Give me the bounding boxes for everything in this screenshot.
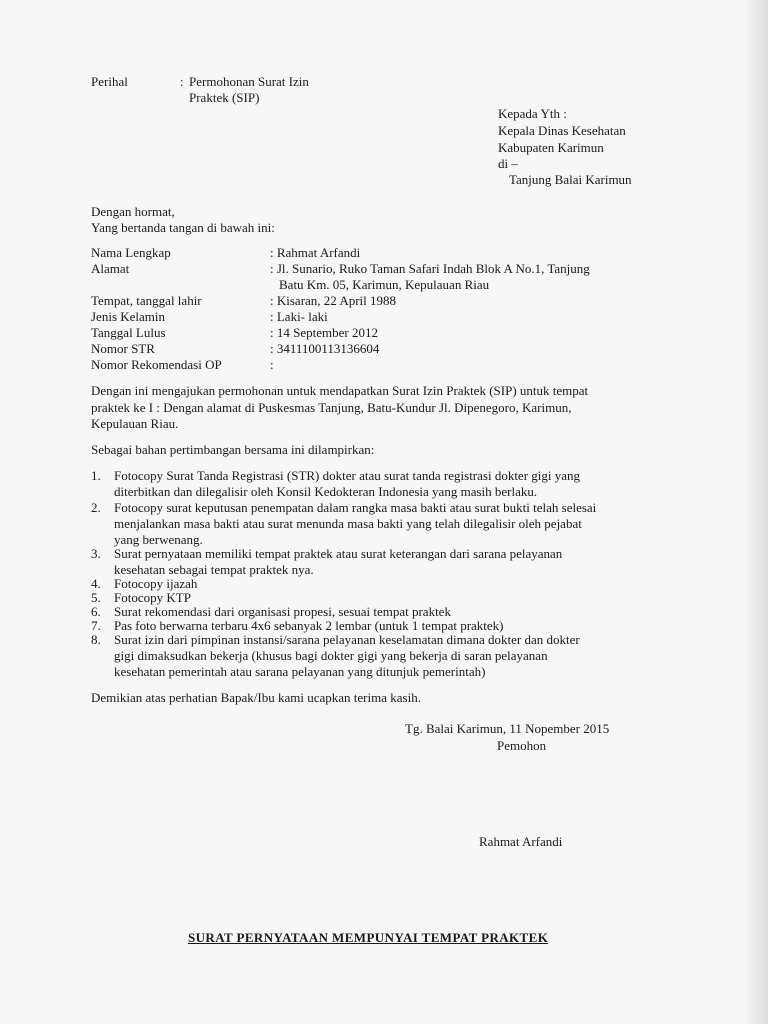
list-item-line: diterbitkan dan dilegalisir oleh Konsil Kedokteran Indonesia yang masih berlaku. [114,484,538,499]
list-item-line: Fotocopy KTP [114,590,191,605]
identity-label: Nama Lengkap [91,245,171,260]
list-item-line: Surat rekomendasi dari organisasi propesi, sesuai tempat praktek [114,604,451,619]
list-item-line: kesehatan sebagai tempat praktek nya. [114,562,314,577]
list-item-line: yang berwenang. [114,532,203,547]
identity-value: : [270,357,274,372]
list-number: 3. [91,546,101,561]
identity-value: : 14 September 2012 [270,325,378,340]
list-item-line: Fotocopy Surat Tanda Registrasi (STR) dokter atau surat tanda registrasi dokter gigi yang [114,468,581,483]
list-number: 2. [91,500,101,515]
list-number: 8. [91,632,101,647]
list-number: 5. [91,590,101,605]
list-number: 1. [91,468,101,483]
list-number: 7. [91,618,101,633]
recipient-line: di – [498,156,518,171]
identity-label: Nomor STR [91,341,155,356]
list-item-line: Surat izin dari pimpinan instansi/sarana pelayanan keselamatan dimana dokter dan dokter [114,632,580,647]
identity-value: : Rahmat Arfandi [270,245,361,260]
identity-value: : Jl. Sunario, Ruko Taman Safari Indah Blok A No.1, Tanjung [270,261,590,276]
list-item-line: Fotocopy ijazah [114,576,198,591]
perihal-label: Perihal [91,74,128,89]
recipient-line: Kabupaten Karimun [498,140,604,155]
list-item-line: Fotocopy surat keputusan penempatan dalam rangka masa bakti atau surat bukti telah selesai [114,500,597,515]
recipient-line: Tanjung Balai Karimun [509,172,632,187]
request-line: Kepulauan Riau. [91,416,179,431]
identity-label: Jenis Kelamin [91,309,166,324]
list-item-line: menjalankan masa bakti atau surat menunda masa bakti yang telah dilegalisir oleh pejabat [114,516,582,531]
list-item-line: kesehatan pemerintah atau sarana pelayanan yang ditunjuk pemerintah) [114,664,486,679]
signer-role: Pemohon [497,738,547,753]
perihal-value-line2: Praktek (SIP) [189,90,260,105]
identity-label: Alamat [91,261,130,276]
identity-value: : Laki- laki [270,309,328,324]
signer-name: Rahmat Arfandi [479,834,563,849]
identity-value: : Kisaran, 22 April 1988 [270,293,397,308]
intro-line: Yang bertanda tangan di bawah ini: [91,220,275,235]
closing-line: Demikian atas perhatian Bapak/Ibu kami ucapkan terima kasih. [91,690,421,705]
identity-label: Tanggal Lulus [91,325,166,340]
perihal-colon: : [180,74,184,89]
perihal-value-line1: Permohonan Surat Izin [189,74,309,89]
list-item-line: Surat pernyataan memiliki tempat praktek atau surat keterangan dari sarana pelayanan [114,546,563,561]
identity-label: Tempat, tanggal lahir [91,293,202,308]
identity-label: Nomor Rekomendasi OP [91,357,222,372]
request-line: Dengan ini mengajukan permohonan untuk mendapatkan Surat Izin Praktek (SIP) untuk tempat [91,383,589,398]
attachments-intro: Sebagai bahan pertimbangan bersama ini dilampirkan: [91,442,375,457]
place-date: Tg. Balai Karimun, 11 Nopember 2015 [405,721,610,736]
list-item-line: Pas foto berwarna terbaru 4x6 sebanyak 2 lembar (untuk 1 tempat praktek) [114,618,504,633]
list-number: 4. [91,576,101,591]
identity-value: : 3411100113136604 [270,341,380,356]
page-edge-shadow [742,0,768,1024]
next-document-title: SURAT PERNYATAAN MEMPUNYAI TEMPAT PRAKTEK [188,930,549,945]
list-number: 6. [91,604,101,619]
recipient-line: Kepala Dinas Kesehatan [498,123,626,138]
greeting: Dengan hormat, [91,204,175,219]
list-item-line: gigi dimaksudkan bekerja (khusus bagi dokter gigi yang bekerja di saran pelayanan [114,648,548,663]
request-line: praktek ke I : Dengan alamat di Puskesmas Tanjung, Batu-Kundur Jl. Dipenegoro, Karimun, [91,400,572,415]
identity-value-cont: Batu Km. 05, Karimun, Kepulauan Riau [279,277,490,292]
recipient-line: Kepada Yth : [498,106,567,121]
